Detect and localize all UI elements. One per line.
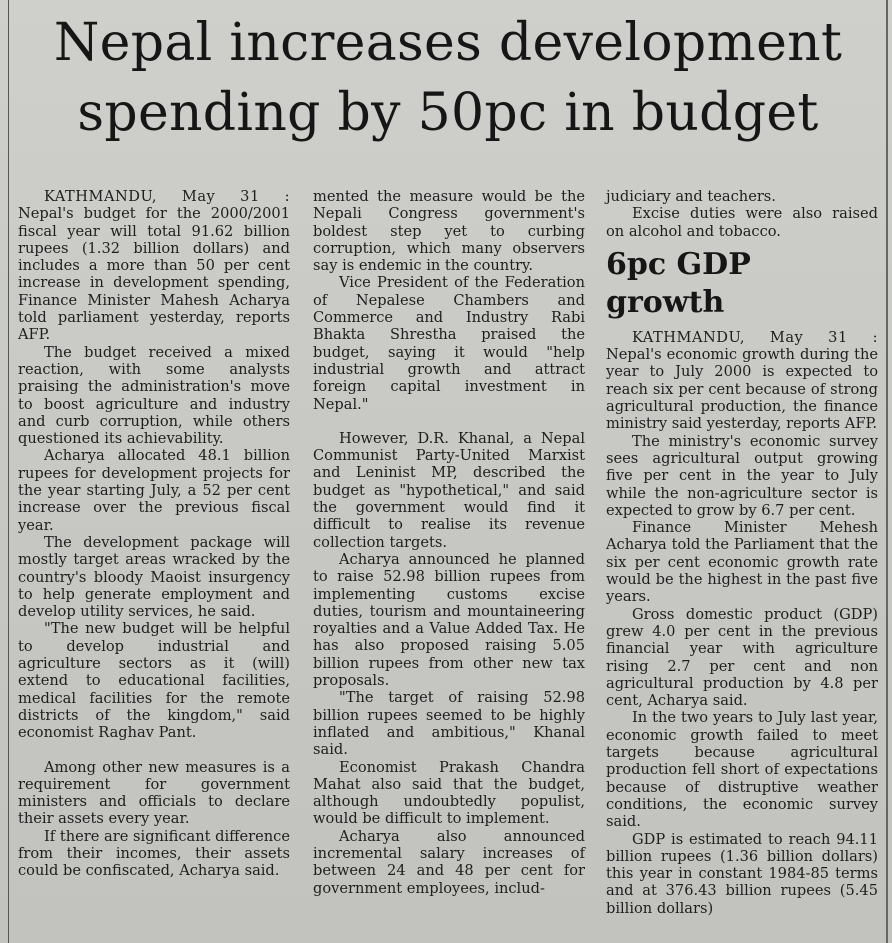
paragraph: In the two years to July last year, economic growth failed to meet targets because agricultural production fell short of expectations because of distruptive weather conditions, the economic survey said. xyxy=(606,709,878,831)
paragraph: GDP is estimated to reach 94.11 billion rupees (1.36 billion dollars) this year in constant 1984-85 terms and at 376.43 billion rupees (5.45 billion dollars) xyxy=(606,830,878,917)
column-rule xyxy=(8,0,9,943)
column-rule xyxy=(886,0,888,943)
paragraph: Acharya also announced incremental salary increases of between 24 and 48 per cent for government employees, includ- xyxy=(313,827,585,897)
paragraph: Gross domestic product (GDP) grew 4.0 per cent in the previous financial year with agriculture rising 2.7 per cent and non agricultural production by 4.8 per cent, Acharya said. xyxy=(606,605,878,710)
paragraph: Vice President of the Federation of Nepalese Chambers and Commerce and Industry Rabi Bhakta Shrestha praised the budget, saying it would "help industrial growth and attract foreign capital investment in Nepal." xyxy=(313,274,585,413)
paragraph: judiciary and teachers. xyxy=(606,188,776,205)
dateline: KATHMANDU, May 31 : xyxy=(632,328,878,346)
paragraph: Among other new measures is a requirement for government ministers and officials to declare their assets every year. xyxy=(18,758,290,828)
article-column-2 xyxy=(313,188,585,897)
paragraph: The ministry's economic survey sees agricultural output growing five per cent in the year to July while the non-agriculture sector is expected to grow by 6.7 per cent. xyxy=(606,432,878,519)
dateline: KATHMANDU, May 31 : xyxy=(44,188,290,205)
paragraph: Acharya announced he planned to raise 52.98 billion rupees from implementing customs excise duties, tourism and mountaineering royalties and a Value Added Tax. He has also proposed raising 5.05 billion rupees from other new tax proposals. xyxy=(313,550,585,690)
paragraph: Finance Minister Mehesh Acharya told the Parliament that the six per cent economic growth rate would be the highest in the past five years. xyxy=(606,519,878,606)
paragraph: The budget received a mixed reaction, with some analysts praising the administration's move to boost agriculture and industry and curb corruption, while others questioned its achievability. xyxy=(18,343,290,448)
paragraph: mented the measure would be the Nepali Congress government's boldest step yet to curbing corruption, which many observers say is endemic in the country. xyxy=(313,188,585,275)
paragraph: Excise duties were also raised on alcohol and tobacco. xyxy=(606,205,878,240)
paragraph: KATHMANDU, May 31 : Nepal's economic growth during the year to July 2000 is expected to reach six per cent because of strong agricultural production, the finance ministry said yesterday, reports AFP. xyxy=(606,328,878,433)
article-column-1 xyxy=(18,188,290,880)
paragraph: KATHMANDU, May 31 : Nepal's budget for the 2000/2001 fiscal year will total 91.62 billion rupees (1.32 billion dollars) and includes a more than 50 per cent increase in development spending, Finance Minister Mahesh Acharya told parliament yesterday, reports AFP. xyxy=(18,188,290,344)
paragraph: The development package will mostly target areas wracked by the country's bloody Maoist insurgency to help generate employment and develop utility services, he said. xyxy=(18,533,290,621)
paragraph: Acharya allocated 48.1 billion rupees for development projects for the year starting July, a 52 per cent increase over the previous fiscal year. xyxy=(18,447,290,534)
paragraph: If there are significant difference from their incomes, their assets could be confiscated, Acharya said. xyxy=(18,827,290,880)
article-column-3 xyxy=(606,188,878,917)
headline: Nepal increases development spending by 50pc in budget xyxy=(53,13,843,143)
subheading: 6pc GDP growth xyxy=(606,246,751,320)
paragraph: "The target of raising 52.98 billion rupees seemed to be highly inflated and ambitious," Khanal said. xyxy=(313,689,585,759)
paragraph: Economist Prakash Chandra Mahat also said that the budget, although undoubtedly populist, would be difficult to implement. xyxy=(313,758,585,828)
paragraph: "The new budget will be helpful to develop industrial and agriculture sectors as it (will) extend to educational facilities, medical facilities for the remote districts of the kingdom," said economist Raghav Pant. xyxy=(18,620,290,742)
paragraph: However, D.R. Khanal, a Nepal Communist Party-United Marxist and Leninist MP, described the budget as "hypothetical," and said the government would find it difficult to realise its revenue collection targets. xyxy=(313,429,585,551)
